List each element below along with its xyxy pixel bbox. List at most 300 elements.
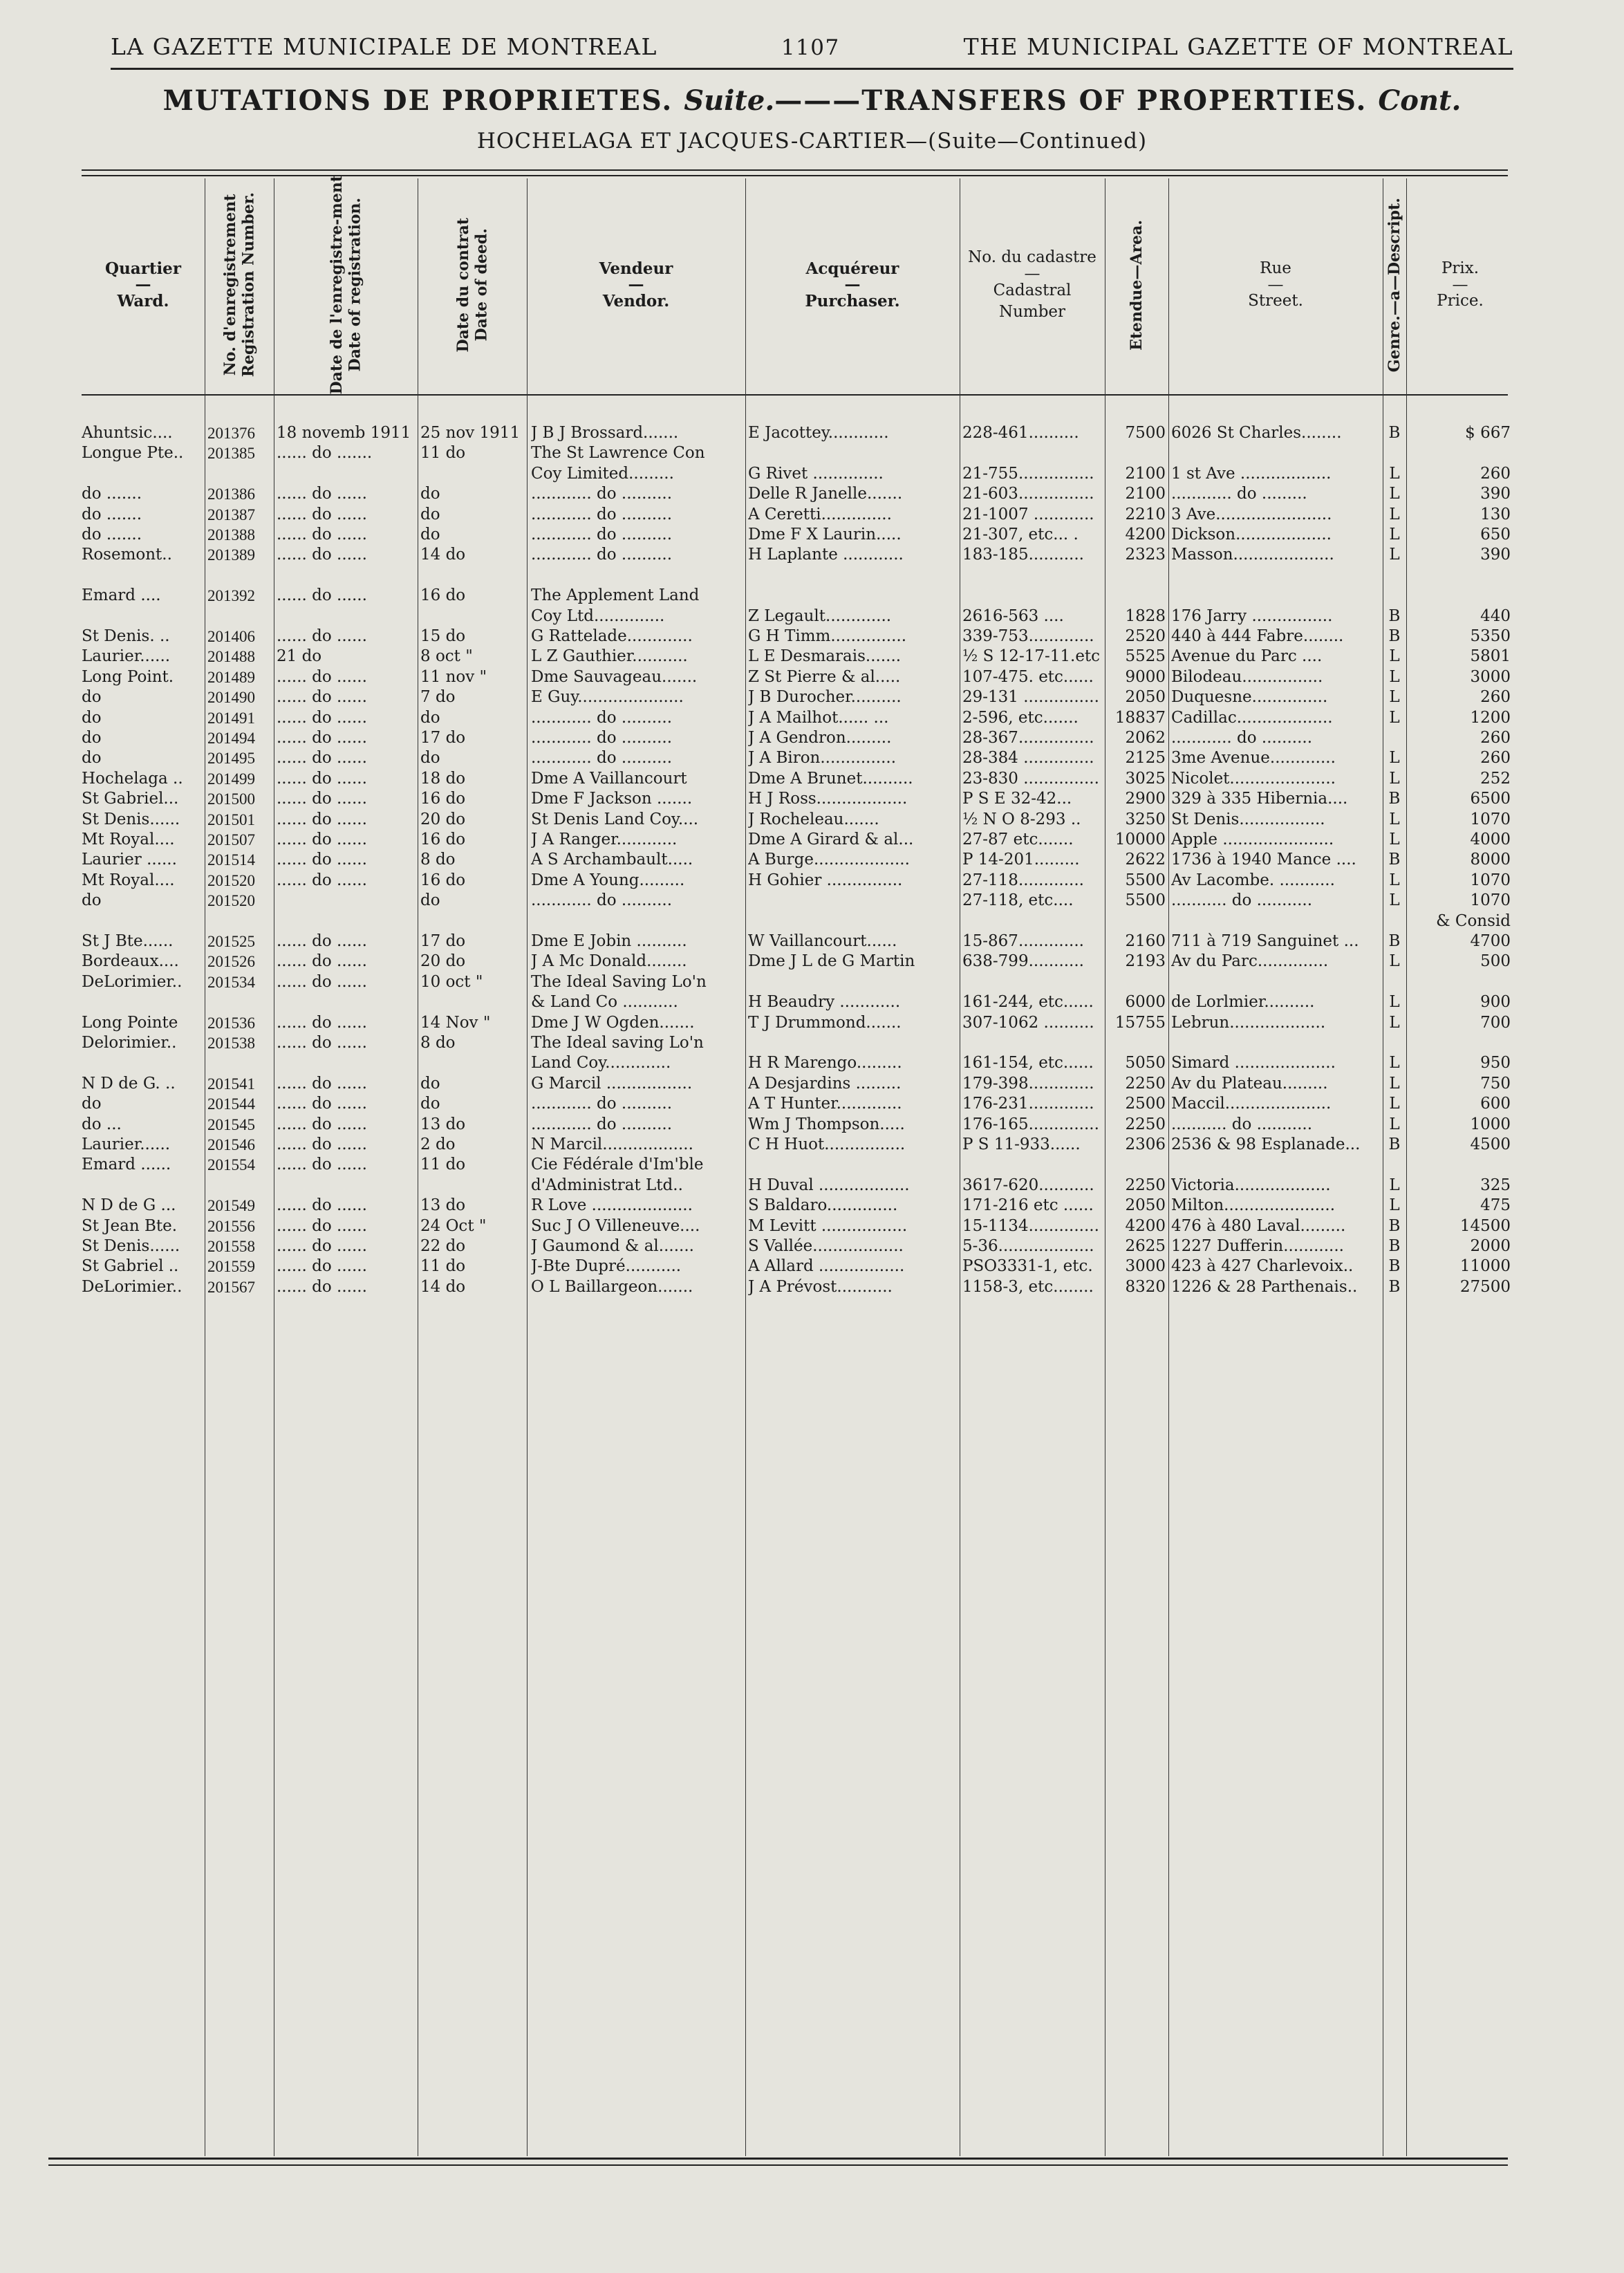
cell-purchaser: Dme J L de G Martin bbox=[748, 952, 915, 971]
cell-street: Milton...................... bbox=[1171, 1196, 1336, 1215]
cell-registration-date: ...... do ...... bbox=[277, 871, 367, 889]
cell-genre: L bbox=[1389, 688, 1400, 707]
cell-deed-date: 11 do bbox=[420, 444, 466, 463]
cell-genre: B bbox=[1388, 1216, 1401, 1235]
cell-deed-date: 7 do bbox=[420, 688, 456, 707]
cell-cadastral-number: P 14-201......... bbox=[962, 851, 1080, 869]
cell-registration-number: 201558 bbox=[207, 1238, 255, 1255]
cell-ward: do ....... bbox=[82, 526, 142, 544]
title-en: TRANSFERS OF PROPERTIES. bbox=[861, 84, 1368, 117]
cell-area: 2520 bbox=[1125, 627, 1166, 645]
header-vendor bbox=[527, 181, 745, 389]
cell-registration-number: 201501 bbox=[207, 810, 255, 828]
header-rdate-en: Date of registration. bbox=[346, 198, 364, 372]
cell-vendor: Dme A Young......... bbox=[531, 871, 685, 889]
running-head-right: THE MUNICIPAL GAZETTE OF MONTREAL bbox=[963, 33, 1513, 60]
cell-deed-date: 8 do bbox=[420, 1034, 456, 1052]
cell-registration-number: 201545 bbox=[207, 1115, 255, 1133]
cell-area: 3000 bbox=[1125, 1257, 1166, 1276]
running-head-left: LA GAZETTE MUNICIPALE DE MONTREAL bbox=[111, 33, 657, 60]
cell-ward: St Denis. .. bbox=[82, 627, 170, 645]
cell-area: 4200 bbox=[1125, 526, 1166, 544]
cell-purchaser: A Desjardins ......... bbox=[748, 1074, 902, 1093]
cell-area: 2622 bbox=[1125, 851, 1166, 869]
cell-deed-date: 14 Nov " bbox=[420, 1013, 491, 1032]
cell-purchaser: G Rivet .............. bbox=[748, 464, 884, 483]
cell-deed-date: 20 do bbox=[420, 810, 466, 828]
cell-registration-number: 201514 bbox=[207, 851, 255, 869]
cell-genre: B bbox=[1388, 1237, 1401, 1255]
cell-street: Av Lacombe. ........... bbox=[1171, 871, 1335, 889]
cell-ward: Laurier...... bbox=[82, 647, 171, 666]
cell-genre: L bbox=[1389, 1196, 1400, 1215]
cell-genre: L bbox=[1389, 1074, 1400, 1093]
table-row bbox=[0, 891, 1624, 911]
cell-price: 5350 bbox=[1470, 627, 1511, 645]
header-ward bbox=[82, 181, 205, 389]
cell-registration-date: ...... do ...... bbox=[277, 1095, 367, 1113]
cell-ward: do bbox=[82, 891, 102, 910]
header-ward-en: Ward. bbox=[117, 292, 169, 311]
table-row bbox=[0, 525, 1624, 545]
cell-vendor: ............ do .......... bbox=[531, 485, 673, 503]
table-row bbox=[0, 586, 1624, 606]
cell-area: 5525 bbox=[1125, 647, 1166, 666]
cell-registration-number: 201500 bbox=[207, 790, 255, 808]
cell-street: Av du Parc.............. bbox=[1171, 952, 1329, 971]
table-row bbox=[0, 1135, 1624, 1155]
cell-registration-date: ...... do ...... bbox=[277, 1135, 367, 1153]
cell-vendor: St Denis Land Coy.... bbox=[531, 810, 699, 828]
cell-registration-date: ...... do ...... bbox=[277, 1115, 367, 1133]
cell-area: 5050 bbox=[1125, 1054, 1166, 1073]
cell-cadastral-number: 21-307, etc... . bbox=[962, 526, 1079, 544]
cell-genre: B bbox=[1388, 627, 1401, 645]
cell-price: 27500 bbox=[1459, 1277, 1511, 1296]
table-row bbox=[0, 1277, 1624, 1297]
cell-genre: L bbox=[1389, 1176, 1400, 1194]
cell-area: 2100 bbox=[1125, 464, 1166, 483]
cell-registration-date: ...... do ...... bbox=[277, 688, 367, 707]
cell-registration-date: ...... do ...... bbox=[277, 1034, 367, 1052]
cell-area: 2250 bbox=[1125, 1115, 1166, 1133]
cell-deed-date: 10 oct " bbox=[420, 972, 483, 991]
cell-street: ............ do ......... bbox=[1171, 485, 1307, 503]
cell-area: 2062 bbox=[1125, 729, 1166, 747]
cell-street: ........... do ........... bbox=[1171, 1115, 1313, 1133]
cell-purchaser: H Laplante ............ bbox=[748, 546, 904, 564]
cell-area: 2500 bbox=[1125, 1095, 1166, 1113]
cell-genre: L bbox=[1389, 485, 1400, 503]
cell-registration-date: ...... do ....... bbox=[277, 444, 373, 463]
header-deed-en: Date of deed. bbox=[472, 228, 490, 342]
cell-area: 5500 bbox=[1125, 891, 1166, 910]
cell-vendor: ............ do .......... bbox=[531, 1095, 673, 1113]
cell-genre: L bbox=[1389, 505, 1400, 523]
cell-street: 6026 St Charles........ bbox=[1171, 424, 1342, 442]
cell-registration-number: 201491 bbox=[207, 709, 255, 727]
cell-genre: B bbox=[1388, 1135, 1401, 1153]
cell-cadastral-number: 15-1134.............. bbox=[962, 1216, 1099, 1235]
cell-street: Nicolet..................... bbox=[1171, 769, 1336, 788]
cell-genre: L bbox=[1389, 464, 1400, 483]
cell-registration-number: 201544 bbox=[207, 1095, 255, 1113]
cell-registration-date: ...... do ...... bbox=[277, 667, 367, 686]
table-row bbox=[0, 545, 1624, 565]
cell-deed-date: 11 do bbox=[420, 1156, 466, 1174]
cell-vendor: The Ideal Saving Lo'n bbox=[531, 972, 707, 991]
cell-registration-date: ...... do ...... bbox=[277, 1156, 367, 1174]
cell-genre: B bbox=[1388, 932, 1401, 950]
header-reg-en: Registration Number. bbox=[239, 192, 257, 378]
header-reg-fr: No. d'enregistrement bbox=[221, 194, 239, 376]
cell-vendor: ............ do .......... bbox=[531, 505, 673, 523]
cell-deed-date: 13 do bbox=[420, 1196, 466, 1215]
cell-purchaser: S Baldaro.............. bbox=[748, 1196, 898, 1215]
table-top-rule-2 bbox=[82, 175, 1508, 176]
cell-cadastral-number: 307-1062 .......... bbox=[962, 1013, 1094, 1032]
cell-ward: St Denis...... bbox=[82, 810, 180, 828]
cell-price: 1070 bbox=[1470, 891, 1511, 910]
cell-price: 260 bbox=[1480, 729, 1511, 747]
cell-genre: L bbox=[1389, 1054, 1400, 1073]
cell-registration-date: ...... do ...... bbox=[277, 790, 367, 808]
header-dash: — bbox=[135, 275, 151, 294]
cell-cadastral-number: ½ S 12-17-11.etc bbox=[962, 647, 1101, 666]
cell-price: 475 bbox=[1480, 1196, 1511, 1215]
table-row bbox=[0, 871, 1624, 891]
cell-registration-date: ...... do ...... bbox=[277, 810, 367, 828]
cell-vendor: E Guy..................... bbox=[531, 688, 684, 707]
header-street-fr: Rue bbox=[1260, 259, 1291, 277]
cell-area: 15755 bbox=[1114, 1013, 1166, 1032]
cell-purchaser: Dme A Brunet.......... bbox=[748, 769, 913, 788]
cell-price: 252 bbox=[1480, 769, 1511, 788]
header-genre-label: Genre.—a—Descript. bbox=[1385, 197, 1403, 373]
cell-cadastral-number: 228-461.......... bbox=[962, 424, 1079, 442]
cell-street: St Denis................. bbox=[1171, 810, 1325, 828]
cell-vendor: L Z Gauthier........... bbox=[531, 647, 688, 666]
header-deed-fr: Date du contrat bbox=[454, 217, 472, 353]
cell-deed-date: 8 oct " bbox=[420, 647, 473, 666]
table-row bbox=[0, 830, 1624, 850]
cell-purchaser: Wm J Thompson..... bbox=[748, 1115, 905, 1133]
table-row bbox=[0, 1236, 1624, 1256]
cell-cadastral-number: 171-216 etc ...... bbox=[962, 1196, 1094, 1215]
table-row bbox=[0, 972, 1624, 992]
cell-ward: do bbox=[82, 1095, 102, 1113]
cell-registration-number: 201392 bbox=[207, 587, 255, 605]
cell-deed-date: 18 do bbox=[420, 769, 466, 788]
cell-registration-date: ...... do ...... bbox=[277, 485, 367, 503]
table-row bbox=[0, 647, 1624, 667]
cell-cadastral-number: 27-118, etc.... bbox=[962, 891, 1074, 910]
cell-vendor: Dme J W Ogden....... bbox=[531, 1013, 695, 1032]
cell-ward: do bbox=[82, 749, 102, 768]
cell-purchaser: H Beaudry ............ bbox=[748, 993, 901, 1012]
header-genre bbox=[1383, 181, 1406, 389]
cell-vendor: Dme E Jobin .......... bbox=[531, 932, 687, 950]
header-dash: — bbox=[1452, 275, 1468, 294]
cell-purchaser: G H Timm............... bbox=[748, 627, 907, 645]
cell-purchaser: C H Huot................ bbox=[748, 1135, 906, 1153]
cell-genre: L bbox=[1389, 667, 1400, 686]
cell-purchaser: Z St Pierre & al..... bbox=[748, 667, 901, 686]
title-fr: MUTATIONS DE PROPRIETES. bbox=[162, 84, 673, 117]
cell-vendor: R Love .................... bbox=[531, 1196, 693, 1215]
cell-vendor: The St Lawrence Con bbox=[531, 444, 705, 463]
cell-genre: L bbox=[1389, 810, 1400, 828]
cell-cadastral-number: 21-755............... bbox=[962, 464, 1094, 483]
cell-street: 423 à 427 Charlevoix.. bbox=[1171, 1257, 1354, 1276]
cell-deed-date: 17 do bbox=[420, 932, 466, 950]
cell-deed-date: do bbox=[420, 1074, 440, 1093]
cell-street: Avenue du Parc .... bbox=[1171, 647, 1323, 666]
cell-ward: Longue Pte.. bbox=[82, 444, 184, 463]
cell-deed-date: 17 do bbox=[420, 729, 466, 747]
cell-area: 2125 bbox=[1125, 749, 1166, 768]
header-deed-date bbox=[418, 181, 527, 389]
cell-vendor: J A Ranger............ bbox=[531, 831, 678, 848]
table-row bbox=[0, 423, 1624, 443]
table-row bbox=[0, 1115, 1624, 1135]
cell-purchaser: J A Biron............... bbox=[748, 749, 897, 768]
cell-area: 2193 bbox=[1125, 952, 1166, 971]
cell-area: 2050 bbox=[1125, 688, 1166, 707]
cell-cadastral-number: 5-36................... bbox=[962, 1237, 1094, 1255]
header-cad-fr: No. du cadastre bbox=[968, 248, 1096, 267]
cell-purchaser: W Vaillancourt...... bbox=[748, 932, 897, 950]
cell-cadastral-number: 107-475. etc...... bbox=[962, 667, 1094, 686]
title-separator: ——— bbox=[774, 84, 862, 117]
cell-cadastral-number: ½ N O 8-293 .. bbox=[962, 810, 1081, 828]
cell-cadastral-number: 179-398............. bbox=[962, 1074, 1094, 1093]
cell-area: 1828 bbox=[1125, 606, 1166, 625]
cell-area: 2900 bbox=[1125, 790, 1166, 808]
cell-vendor: G Rattelade............. bbox=[531, 627, 693, 645]
cell-price: 1200 bbox=[1470, 708, 1511, 727]
cell-ward: St Gabriel... bbox=[82, 790, 179, 808]
cell-ward: St Denis...... bbox=[82, 1237, 180, 1255]
cell-ward: do ....... bbox=[82, 485, 142, 503]
cell-registration-date: ...... do ...... bbox=[277, 932, 367, 950]
cell-ward: do bbox=[82, 729, 102, 747]
cell-area: 6000 bbox=[1125, 993, 1166, 1012]
cell-registration-number: 201494 bbox=[207, 730, 255, 747]
cell-registration-number: 201567 bbox=[207, 1278, 255, 1296]
cell-vendor: Dme F Jackson ....... bbox=[531, 790, 693, 808]
cell-ward: do bbox=[82, 708, 102, 727]
cell-ward: St Gabriel .. bbox=[82, 1257, 179, 1276]
cell-cadastral-number: 23-830 ............... bbox=[962, 769, 1099, 788]
cell-price: 6500 bbox=[1470, 790, 1511, 808]
cell-registration-date: ...... do ...... bbox=[277, 526, 367, 544]
cell-registration-date: ...... do ...... bbox=[277, 1013, 367, 1032]
cell-vendor: The Ideal saving Lo'n bbox=[531, 1034, 704, 1052]
cell-price: 4500 bbox=[1470, 1135, 1511, 1153]
page-subtitle: HOCHELAGA ET JACQUES-CARTIER—(Suite—Continued) bbox=[476, 129, 1148, 154]
cell-street: Cadillac................... bbox=[1171, 708, 1333, 727]
cell-price: 2000 bbox=[1470, 1237, 1511, 1255]
cell-street: 1227 Dufferin............ bbox=[1171, 1237, 1344, 1255]
page-title bbox=[111, 84, 1513, 117]
header-cadastre bbox=[960, 181, 1105, 389]
cell-price: 700 bbox=[1480, 1013, 1511, 1032]
cell-vendor: G Marcil ................. bbox=[531, 1074, 693, 1093]
cell-genre: B bbox=[1388, 851, 1401, 869]
cell-price: 11000 bbox=[1459, 1257, 1511, 1276]
cell-genre: L bbox=[1389, 546, 1400, 564]
cell-street: Masson.................... bbox=[1171, 546, 1334, 564]
cell-street: Victoria................... bbox=[1171, 1176, 1331, 1194]
cell-registration-number: 201507 bbox=[207, 831, 255, 848]
cell-purchaser: T J Drummond....... bbox=[748, 1013, 902, 1032]
cell-street: Maccil..................... bbox=[1171, 1095, 1332, 1113]
cell-area: 2210 bbox=[1125, 505, 1166, 523]
table-row bbox=[0, 667, 1624, 687]
cell-registration-date: ...... do ...... bbox=[277, 1196, 367, 1215]
cell-area: 2050 bbox=[1125, 1196, 1166, 1215]
cell-registration-date: ...... do ...... bbox=[277, 586, 367, 605]
cell-registration-date: 18 novemb 1911 bbox=[277, 424, 411, 442]
cell-vendor: d'Administrat Ltd.. bbox=[531, 1176, 683, 1194]
cell-deed-date: 14 do bbox=[420, 1277, 466, 1296]
cell-purchaser: Dme F X Laurin..... bbox=[748, 526, 902, 544]
cell-cadastral-number: P S E 32-42... bbox=[962, 790, 1072, 808]
cell-registration-date: ...... do ...... bbox=[277, 729, 367, 747]
table-bottom-rule-2 bbox=[48, 2164, 1508, 2166]
cell-registration-number: 201389 bbox=[207, 546, 255, 564]
cell-registration-number: 201526 bbox=[207, 953, 255, 971]
cell-genre: B bbox=[1388, 424, 1401, 442]
cell-area: 2625 bbox=[1125, 1237, 1166, 1255]
cell-vendor: & Land Co ........... bbox=[531, 993, 678, 1012]
cell-price: 1070 bbox=[1470, 871, 1511, 889]
cell-price: 1070 bbox=[1470, 810, 1511, 828]
cell-street: 1 st Ave .................. bbox=[1171, 464, 1332, 483]
cell-street: 440 à 444 Fabre........ bbox=[1171, 627, 1344, 645]
header-price-en: Price. bbox=[1437, 292, 1484, 310]
header-price bbox=[1406, 181, 1514, 389]
cell-price: 5801 bbox=[1470, 647, 1511, 666]
cell-registration-number: 201489 bbox=[207, 668, 255, 686]
cell-cadastral-number: 183-185........... bbox=[962, 546, 1084, 564]
cell-cadastral-number: 27-118............. bbox=[962, 871, 1084, 889]
cell-genre: L bbox=[1389, 831, 1400, 848]
cell-purchaser: J A Prévost........... bbox=[748, 1277, 893, 1296]
cell-deed-date: 16 do bbox=[420, 871, 466, 889]
cell-ward: do ... bbox=[82, 1115, 122, 1133]
cell-deed-date: do bbox=[420, 526, 440, 544]
cell-registration-number: 201554 bbox=[207, 1156, 255, 1174]
cell-price: 500 bbox=[1480, 952, 1511, 971]
cell-registration-date: ...... do ...... bbox=[277, 1237, 367, 1255]
cell-area: 10000 bbox=[1114, 831, 1166, 848]
header-cad-en: Cadastral Number bbox=[993, 281, 1072, 321]
cell-area: 9000 bbox=[1125, 667, 1166, 686]
cell-ward: Hochelaga .. bbox=[82, 769, 183, 788]
cell-cadastral-number: 21-603............... bbox=[962, 485, 1094, 503]
cell-cadastral-number: 161-154, etc...... bbox=[962, 1054, 1094, 1073]
cell-registration-date: ...... do ...... bbox=[277, 1257, 367, 1276]
cell-cadastral-number: P S 11-933...... bbox=[962, 1135, 1081, 1153]
table-row bbox=[0, 708, 1624, 728]
cell-deed-date: do bbox=[420, 708, 440, 727]
cell-cadastral-number: 27-87 etc....... bbox=[962, 831, 1074, 848]
cell-vendor: J-Bte Dupré........... bbox=[531, 1257, 682, 1276]
cell-deed-date: do bbox=[420, 505, 440, 523]
table-row bbox=[0, 911, 1624, 931]
cell-genre: L bbox=[1389, 1013, 1400, 1032]
cell-genre: B bbox=[1388, 1277, 1401, 1296]
cell-deed-date: do bbox=[420, 485, 440, 503]
cell-vendor: Coy Ltd.............. bbox=[531, 606, 665, 625]
cell-ward: Long Point. bbox=[82, 667, 174, 686]
cell-street: Apple ...................... bbox=[1171, 831, 1334, 848]
cell-area: 3025 bbox=[1125, 769, 1166, 788]
cell-cadastral-number: 339-753............. bbox=[962, 627, 1094, 645]
cell-registration-number: 201546 bbox=[207, 1136, 255, 1153]
table-row bbox=[0, 1256, 1624, 1277]
cell-genre: B bbox=[1388, 606, 1401, 625]
cell-street: 1226 & 28 Parthenais.. bbox=[1171, 1277, 1358, 1296]
cell-price: 4700 bbox=[1470, 932, 1511, 950]
cell-deed-date: 16 do bbox=[420, 831, 466, 848]
cell-price: 900 bbox=[1480, 993, 1511, 1012]
cell-registration-date: ...... do ...... bbox=[277, 769, 367, 788]
cell-vendor: Land Coy............. bbox=[531, 1054, 671, 1073]
cell-street: Bilodeau................ bbox=[1171, 667, 1323, 686]
cell-vendor: J A Mc Donald........ bbox=[531, 952, 687, 971]
cell-ward: Laurier...... bbox=[82, 1135, 171, 1153]
cell-registration-number: 201490 bbox=[207, 689, 255, 707]
cell-cadastral-number: 176-165.............. bbox=[962, 1115, 1099, 1133]
cell-registration-number: 201536 bbox=[207, 1014, 255, 1032]
cell-genre: B bbox=[1388, 790, 1401, 808]
cell-vendor: ............ do .......... bbox=[531, 1115, 673, 1133]
cell-street: 329 à 335 Hibernia.... bbox=[1171, 790, 1348, 808]
cell-ward: do ....... bbox=[82, 505, 142, 523]
cell-cadastral-number: 29-131 ............... bbox=[962, 688, 1099, 707]
cell-registration-date: ...... do ...... bbox=[277, 831, 367, 848]
cell-registration-number: 201386 bbox=[207, 485, 255, 503]
cell-deed-date: 16 do bbox=[420, 790, 466, 808]
cell-vendor: ............ do .......... bbox=[531, 526, 673, 544]
cell-cadastral-number: 638-799........... bbox=[962, 952, 1084, 971]
header-buyer-fr: Acquéreur bbox=[805, 259, 899, 278]
cell-ward: DeLorimier.. bbox=[82, 972, 183, 991]
cell-registration-date: 21 do bbox=[277, 647, 322, 666]
cell-deed-date: 15 do bbox=[420, 627, 466, 645]
header-buyer-en: Purchaser. bbox=[805, 292, 900, 311]
header-vendor-en: Vendor. bbox=[602, 292, 670, 311]
cell-deed-date: 24 Oct " bbox=[420, 1216, 487, 1235]
cell-registration-number: 201385 bbox=[207, 445, 255, 463]
cell-deed-date: 11 nov " bbox=[420, 667, 487, 686]
cell-purchaser: A Burge................... bbox=[748, 851, 910, 869]
cell-area: 2160 bbox=[1125, 932, 1166, 950]
cell-street: ........... do ........... bbox=[1171, 891, 1313, 910]
cell-price: 3000 bbox=[1470, 667, 1511, 686]
cell-registration-date: ...... do ...... bbox=[277, 952, 367, 971]
cell-area: 5500 bbox=[1125, 871, 1166, 889]
cell-registration-number: 201520 bbox=[207, 892, 255, 910]
cell-registration-date: ...... do ...... bbox=[277, 1277, 367, 1296]
cell-genre: L bbox=[1389, 891, 1400, 910]
cell-area: 2323 bbox=[1125, 546, 1166, 564]
cell-genre: L bbox=[1389, 708, 1400, 727]
cell-price: 4000 bbox=[1470, 831, 1511, 848]
